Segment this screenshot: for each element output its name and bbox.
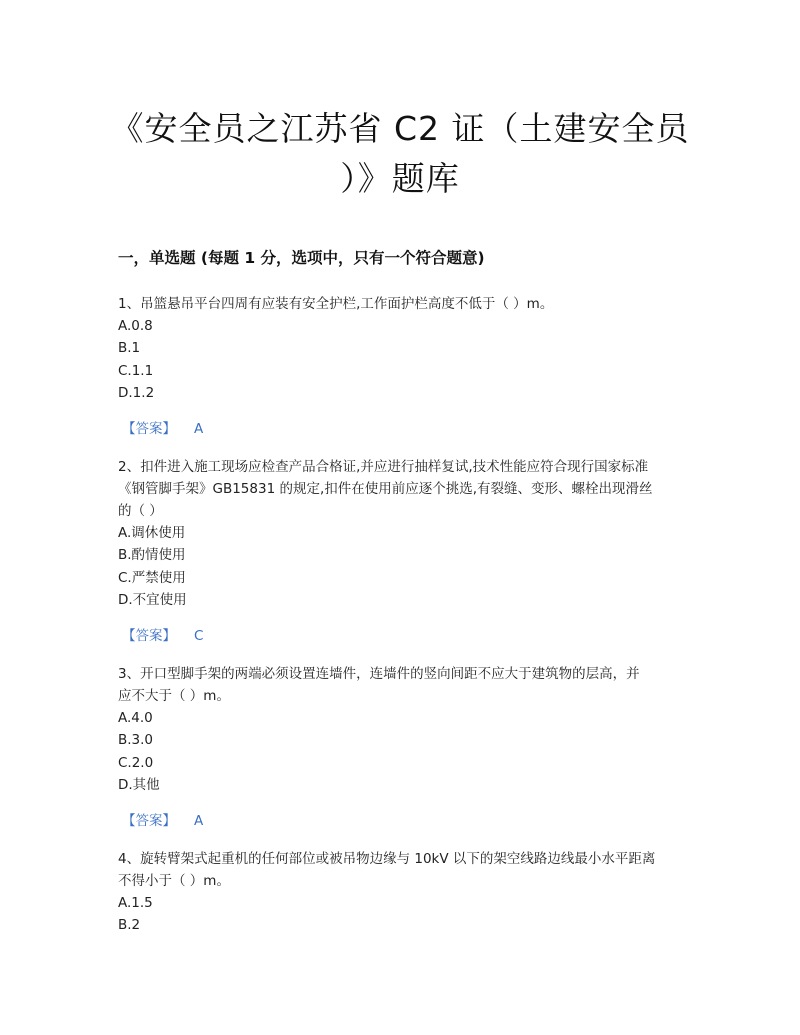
option-b: B.1	[118, 340, 141, 357]
answer-label: 【答案】	[122, 628, 176, 645]
option-d: D.不宜使用	[118, 591, 187, 608]
question-2	[118, 456, 688, 647]
option-d: D.1.2	[118, 384, 155, 401]
title-line-2: ）》题库	[340, 159, 460, 198]
answer-line	[118, 418, 688, 440]
document-title	[100, 104, 700, 204]
option-d: D.其他	[118, 776, 160, 793]
option-a: A.0.8	[118, 318, 153, 334]
option-b: B.酌情使用	[118, 547, 186, 564]
question-stem-line: 的（ ）	[118, 503, 163, 519]
option-c: C.2.0	[118, 754, 154, 771]
option-a: A.1.5	[118, 895, 153, 911]
title-line-1: 《安全员之江苏省 C2 证（土建安全员	[110, 109, 690, 148]
question-stem-line: 不得小于（ ）m。	[118, 873, 230, 889]
option-b: B.3.0	[118, 732, 154, 749]
answer-label: 【答案】	[122, 813, 176, 830]
question-stem-line: 4、旋转臂架式起重机的任何部位或被吊物边缘与 10kV 以下的架空线路边线最小水平距离	[118, 851, 656, 867]
question-stem-line: 3、开口型脚手架的两端必须设置连墙件，连墙件的竖向间距不应大于建筑物的层高，并	[118, 666, 640, 682]
answer-label: 【答案】	[122, 421, 176, 438]
question-stem-line: 1、吊篮悬吊平台四周有应装有安全护栏,工作面护栏高度不低于（ ）m。	[118, 296, 554, 312]
option-a: A.调休使用	[118, 525, 186, 541]
section-heading: 一，单选题 (每题 1 分，选项中，只有一个符合题意)	[118, 249, 485, 267]
question-4	[118, 848, 688, 937]
question-stem-line: 《钢管脚手架》GB15831 的规定,扣件在使用前应逐个挑选,有裂缝、变形、螺栓出现滑丝	[118, 481, 653, 497]
option-c: C.严禁使用	[118, 569, 186, 586]
question-stem-line: 2、扣件进入施工现场应检查产品合格证,并应进行抽样复试,技术性能应符合现行国家标准	[118, 459, 649, 475]
question-1	[118, 293, 688, 440]
question-stem-line: 应不大于（ ）m。	[118, 688, 230, 704]
option-c: C.1.1	[118, 362, 154, 379]
answer-value: A	[194, 813, 204, 830]
option-a: A.4.0	[118, 710, 153, 726]
answer-line	[118, 810, 688, 832]
answer-value: C	[194, 628, 204, 645]
answer-value: A	[194, 421, 204, 438]
answer-line	[118, 625, 688, 647]
option-b: B.2	[118, 917, 141, 934]
question-3	[118, 663, 688, 832]
